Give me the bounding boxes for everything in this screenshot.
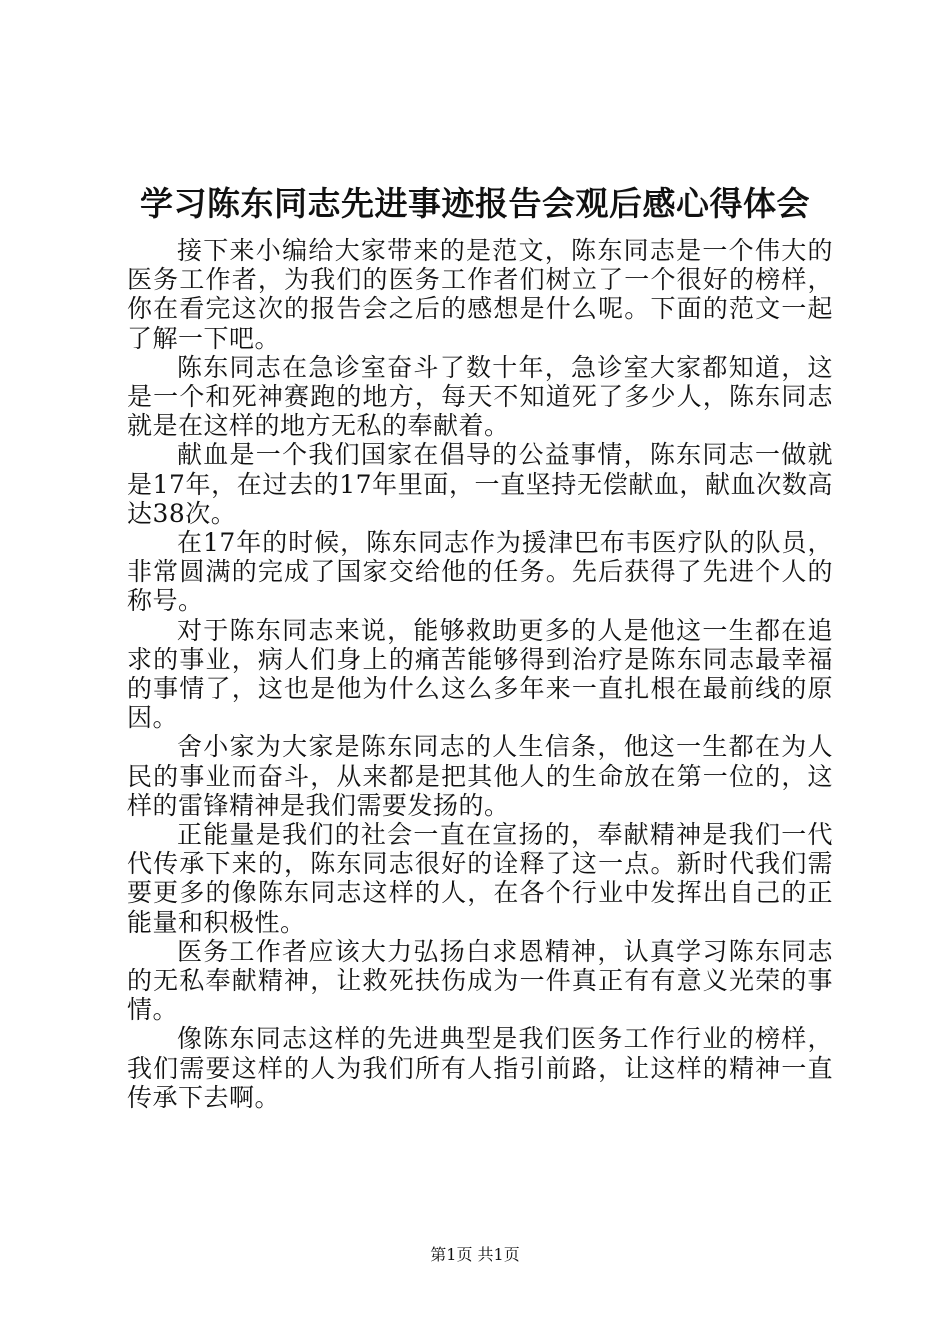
paragraph: 在17年的时候，陈东同志作为援津巴布韦医疗队的队员，非常圆满的完成了国家交给他的任务。先后获得了先进个人的称号。	[127, 528, 833, 616]
paragraph: 陈东同志在急诊室奋斗了数十年，急诊室大家都知道，这是一个和死神赛跑的地方，每天不知道死了多少人，陈东同志就是在这样的地方无私的奉献着。	[127, 352, 833, 441]
document-body	[127, 236, 833, 1112]
page-number-footer: 第1页 共1页	[430, 1245, 520, 1264]
document-title: 学习陈东同志先进事迹报告会观后感心得体会	[140, 184, 810, 223]
paragraph: 献血是一个我们国家在倡导的公益事情，陈东同志一做就是17年，在过去的17年里面，一直坚持无偿献血，献血次数高达38次。	[127, 440, 833, 528]
paragraph: 接下来小编给大家带来的是范文，陈东同志是一个伟大的医务工作者，为我们的医务工作者们树立了一个很好的榜样，你在看完这次的报告会之后的感想是什么呢。下面的范文一起了解一下吧。	[127, 236, 833, 353]
paragraph: 舍小家为大家是陈东同志的人生信条，他这一生都在为人民的事业而奋斗，从来都是把其他人的生命放在第一位的，这样的雷锋精神是我们需要发扬的。	[127, 732, 833, 820]
paragraph: 对于陈东同志来说，能够救助更多的人是他这一生都在追求的事业，病人们身上的痛苦能够得到治疗是陈东同志最幸福的事情了，这也是他为什么这么多年来一直扎根在最前线的原因。	[127, 615, 833, 733]
paragraph: 像陈东同志这样的先进典型是我们医务工作行业的榜样，我们需要这样的人为我们所有人指引前路，让这样的精神一直传承下去啊。	[127, 1024, 833, 1112]
paragraph: 医务工作者应该大力弘扬白求恩精神，认真学习陈东同志的无私奉献精神，让救死扶伤成为一件真正有有意义光荣的事情。	[127, 936, 833, 1025]
paragraph: 正能量是我们的社会一直在宣扬的，奉献精神是我们一代代传承下来的，陈东同志很好的诠释了这一点。新时代我们需要更多的像陈东同志这样的人，在各个行业中发挥出自己的正能量和积极性。	[127, 820, 833, 937]
